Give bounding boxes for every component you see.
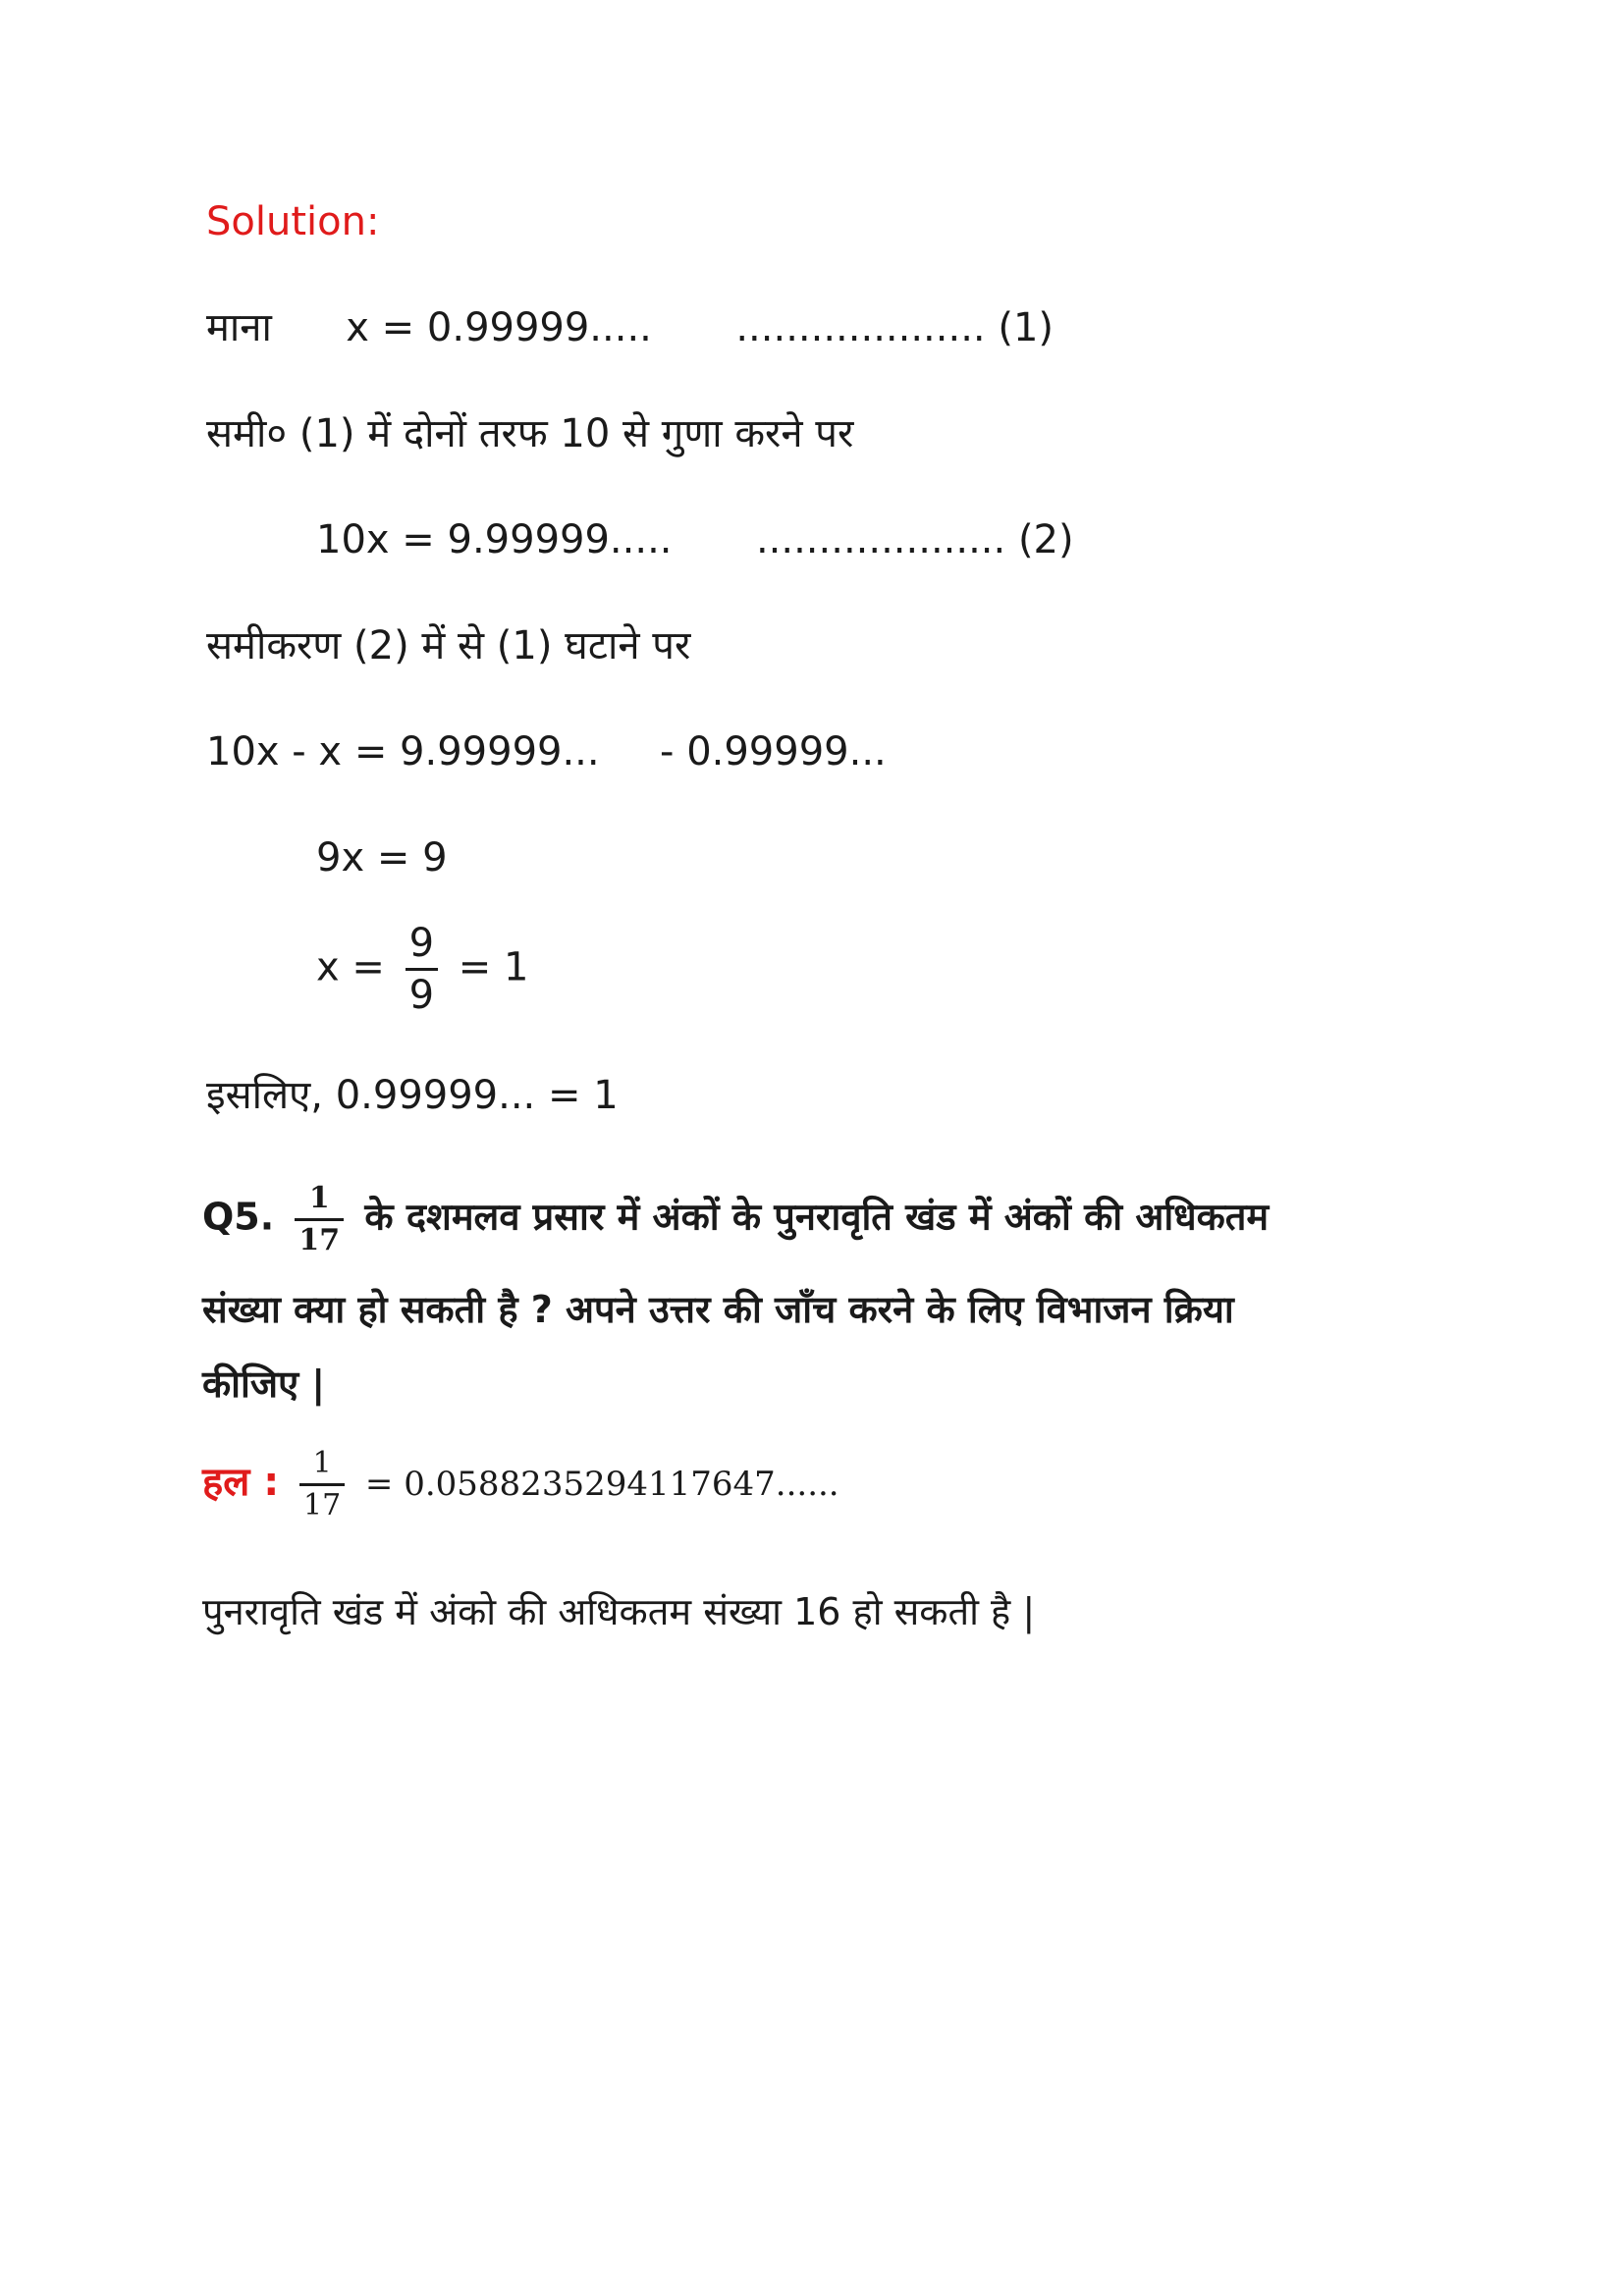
solution-line-2: समी० (1) में दोनों तरफ 10 से गुणा करने पर — [206, 411, 854, 456]
line7-lhs: x = — [316, 944, 385, 990]
question-line-1 — [202, 1183, 1269, 1255]
line7-rhs: = 1 — [458, 944, 529, 990]
answer-value: = 0.0588235294117647...... — [364, 1465, 839, 1504]
solution-line-5 — [206, 728, 887, 775]
fraction-numerator: 9 — [408, 921, 435, 966]
solution-line-7 — [316, 923, 528, 1016]
fraction-denominator: 17 — [303, 1487, 342, 1522]
fraction-bar — [406, 968, 438, 971]
fraction-bar — [299, 1483, 345, 1486]
fraction-denominator: 9 — [408, 973, 435, 1018]
line5-left: 10x - x = 9.99999... — [206, 729, 600, 774]
one-over-seventeen-fraction — [295, 1183, 344, 1255]
line1-lead: माना — [206, 305, 272, 350]
line1-dots: .................... — [735, 305, 986, 350]
fraction-numerator: 1 — [308, 1181, 330, 1215]
question-line-2: संख्या क्या हो सकती है ? अपने उत्तर की जाँच करने के लिए विभाजन क्रिया — [202, 1288, 1234, 1331]
solution-line-4: समीकरण (2) में से (1) घटाने पर — [206, 623, 691, 668]
fraction-bar — [295, 1218, 344, 1221]
fraction-numerator: 1 — [312, 1446, 332, 1480]
question-text-1: के दशमलव प्रसार में अंकों के पुनरावृति खंड में अंकों की अधिकतम — [364, 1195, 1270, 1239]
line3-dots: .................... — [755, 517, 1006, 562]
line3-equation: 10x = 9.99999..... — [316, 517, 673, 562]
solution-line-6: 9x = 9 — [316, 835, 448, 881]
answer-label: हल : — [202, 1460, 280, 1505]
question-line-3: कीजिए | — [202, 1362, 326, 1406]
answer-conclusion: पुनरावृति खंड में अंको की अधिकतम संख्या 16 हो सकती है | — [202, 1590, 1036, 1633]
solution-line-8: इसलिए, 0.99999... = 1 — [206, 1073, 619, 1118]
answer-fraction — [299, 1448, 345, 1521]
solution-line-1 — [206, 304, 1054, 351]
fraction-denominator: 17 — [298, 1222, 341, 1257]
solution-line-3 — [316, 516, 1074, 563]
solution-heading: Solution: — [206, 199, 380, 244]
question-label: Q5. — [202, 1195, 275, 1239]
line5-right: - 0.99999... — [660, 729, 887, 774]
answer-line — [202, 1448, 839, 1521]
line1-equation: x = 0.99999..... — [346, 305, 652, 350]
nine-over-nine-fraction — [406, 923, 438, 1016]
line1-ref: (1) — [998, 305, 1055, 350]
line3-ref: (2) — [1017, 517, 1074, 562]
